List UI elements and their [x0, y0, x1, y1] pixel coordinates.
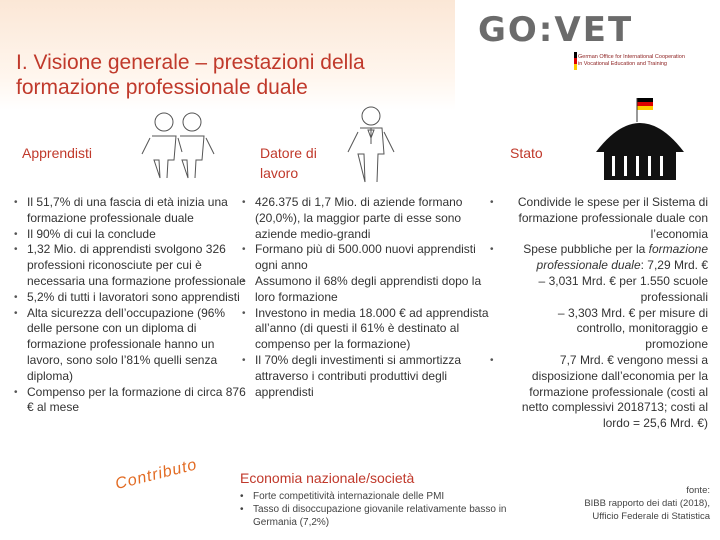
- list-item: • Spese pubbliche per la formazione professionale duale: 7,29 Mrd. €: [490, 242, 708, 273]
- heading-datore: Datore di lavoro: [260, 145, 317, 181]
- list-item: • Il 90% di cui la conclude: [14, 227, 246, 243]
- german-flag-stripe: [574, 52, 577, 70]
- heading-stato: Stato: [510, 145, 543, 161]
- list-item: • 7,7 Mrd. € vengono messi a disposizione dall’economia per la formazione professionale (costi al netto complessivi 2018713; costi al lordo = 25,6 Mrd. €): [490, 352, 708, 431]
- list-item: • Tasso di disoccupazione giovanile relativamente basso in Germania (7,2%): [240, 503, 540, 529]
- list-item: • 1,32 Mio. di apprendisti svolgono 326 professioni riconosciute per cui è necessaria una formazione professionale: [14, 242, 246, 289]
- list-item: • 426.375 di 1,7 Mio. di aziende formano (20,0%), la maggior parte di esse sono aziende medio-grandi: [242, 195, 490, 242]
- list-item: • Formano più di 500.000 nuovi apprendisti ogni anno: [242, 242, 490, 274]
- heading-economia: Economia nazionale/società: [240, 470, 415, 486]
- apprendisti-list: [14, 195, 246, 416]
- economia-list: [240, 490, 540, 529]
- govet-logo: [478, 10, 708, 70]
- source-note: fonte: BIBB rapporto dei dati (2018), Ufficio Federale di Statistica: [584, 485, 710, 522]
- employer-person-icon: [340, 104, 402, 184]
- stato-list: [490, 195, 708, 432]
- heading-apprendisti: Apprendisti: [22, 145, 93, 161]
- logo-subtitle: German Office for International Cooperation in Vocational Education and Training: [578, 54, 685, 67]
- list-item: • Il 51,7% di una fascia di età inizia una formazione professionale duale: [14, 195, 246, 227]
- list-item: • Forte competitività internazionale delle PMI: [240, 490, 540, 503]
- list-item: • Investono in media 18.000 € ad apprendista all’anno (di questi il 61% è destinato al compenso per la formazione): [242, 306, 490, 353]
- contributo-label: Contributo: [113, 456, 200, 494]
- list-item: • 5,2% di tutti i lavoratori sono apprendisti: [14, 290, 246, 306]
- list-item: • Condivide le spese per il Sistema di formazione professionale duale con l’economia: [490, 195, 708, 241]
- datore-list: [242, 195, 490, 400]
- list-item: • Compenso per la formazione di circa 876 € al mese: [14, 385, 246, 417]
- two-people-icon: [138, 108, 218, 180]
- logo-wordmark: GO:VET: [478, 10, 634, 50]
- list-subitem: – 3,031 Mrd. € per 1.550 scuole professionali: [538, 273, 708, 304]
- list-item: • Assumono il 68% degli apprendisti dopo la loro formazione: [242, 274, 490, 306]
- list-item: • Il 70% degli investimenti si ammortizza attraverso i contributi produttivi degli apprendisti: [242, 353, 490, 400]
- government-building-icon: [590, 92, 690, 184]
- page-title: I. Visione generale – prestazioni della formazione professionale duale: [16, 51, 365, 99]
- list-item: • Alta sicurezza dell’occupazione (96% delle persone con un diploma di formazione professionale hanno un lavoro, sono solo l’81% quelli senza diploma): [14, 306, 246, 385]
- list-subitem: – 3,303 Mrd. € per misure di controllo, monitoraggio e promozione: [557, 305, 708, 352]
